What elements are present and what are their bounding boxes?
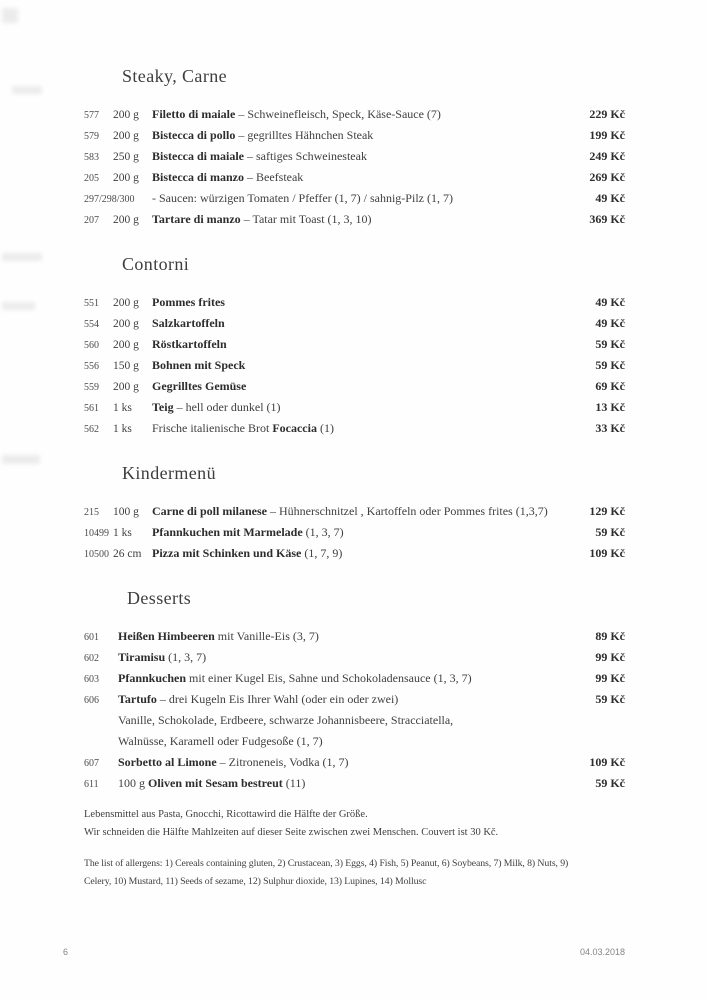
allergen-line: Celery, 10) Mustard, 11) Seeds of sezame, 12) Sulphur dioxide, 13) Lupines, 14) Mollusc: [84, 876, 427, 887]
item-price: 59 Kč: [595, 337, 625, 351]
menu-section: [84, 586, 625, 794]
item-number: 297/298/300: [84, 194, 135, 205]
item-description: – Schweinefleisch, Speck, Käse-Sauce (7): [235, 107, 441, 121]
item-weight: 200 g: [113, 130, 139, 142]
item-description: – hell oder dunkel (1): [173, 400, 281, 414]
item-description: – saftiges Schweinesteak: [243, 149, 367, 163]
item-name: Bistecca di maiale: [152, 149, 244, 163]
section-rows: [84, 626, 625, 794]
menu-row: [84, 188, 625, 209]
item-text: [152, 104, 581, 125]
menu-row: [84, 397, 625, 418]
item-number: 603: [84, 674, 99, 685]
item-text: [152, 292, 587, 313]
item-description: – drei Kugeln Eis Ihrer Wahl (oder ein oder zwei): [156, 692, 399, 706]
item-number: 560: [84, 340, 99, 351]
item-name: Pizza mit Schinken und Käse: [152, 546, 302, 560]
menu-row: [84, 209, 625, 230]
note-line: Lebensmittel aus Pasta, Gnocchi, Ricottawird die Hälfte der Größe.: [84, 809, 368, 820]
menu-row: [84, 522, 625, 543]
item-name: Gegrilltes Gemüse: [152, 379, 247, 393]
item-text: [118, 773, 587, 794]
item-name: Teig: [152, 400, 174, 414]
item-weight: 200 g: [113, 339, 139, 351]
allergen-line: The list of allergens: 1) Cereals containing gluten, 2) Crustacean, 3) Eggs, 4) Fish, 5) Peanut, 6) Soybeans, 7) Milk, 8) Nuts, 9): [84, 858, 569, 869]
item-weight: 1 ks: [113, 527, 132, 539]
item-description: (11): [282, 776, 306, 790]
item-weight: 100 g: [113, 506, 139, 518]
item-text: [152, 146, 581, 167]
item-name: Sorbetto al Limone: [118, 755, 217, 769]
item-name: Tiramisu: [118, 650, 166, 664]
item-name: Bistecca di manzo: [152, 170, 244, 184]
item-name: Filetto di maiale: [152, 107, 236, 121]
menu-section: [84, 461, 625, 564]
item-pretext: 100 g: [118, 776, 148, 790]
item-number: 10500: [84, 549, 109, 560]
item-price: 129 Kč: [589, 504, 625, 518]
item-name: Tartufo: [118, 692, 157, 706]
item-number: 554: [84, 319, 99, 330]
menu-section: [84, 252, 625, 439]
item-name: Tartare di manzo: [152, 212, 241, 226]
menu-row: [84, 689, 625, 710]
item-text: [152, 313, 587, 334]
item-name: Oliven mit Sesam bestreut: [148, 776, 283, 790]
menu-row: [84, 418, 625, 439]
page-date: 04.03.2018: [579, 947, 625, 957]
item-price: 369 Kč: [589, 212, 625, 226]
item-number: 607: [84, 758, 99, 769]
item-name: Salzkartoffeln: [152, 316, 225, 330]
item-description: mit Vanille-Eis (3, 7): [214, 629, 319, 643]
section-title: Desserts: [127, 588, 192, 608]
menu-row: [84, 773, 625, 794]
item-name: Bohnen mit Speck: [152, 358, 246, 372]
menu-row: [84, 146, 625, 167]
menu-row-continuation: [84, 710, 625, 731]
item-text: [118, 668, 587, 689]
item-name: Pfannkuchen mit Marmelade: [152, 525, 303, 539]
item-price: 249 Kč: [589, 149, 625, 163]
item-price: 229 Kč: [589, 107, 625, 121]
item-number: 579: [84, 131, 99, 142]
section-title: Steaky, Carne: [122, 66, 227, 86]
item-text: [152, 543, 581, 564]
allergen-list: [84, 855, 625, 891]
item-price: 109 Kč: [589, 546, 625, 560]
item-weight: 1 ks: [113, 402, 132, 414]
item-description: – gegrilltes Hähnchen Steak: [235, 128, 374, 142]
item-number: 215: [84, 507, 99, 518]
item-number: 559: [84, 382, 99, 393]
menu-row: [84, 752, 625, 773]
item-price: 109 Kč: [589, 755, 625, 769]
item-weight: 150 g: [113, 360, 139, 372]
item-text: [152, 188, 587, 209]
item-description: mit einer Kugel Eis, Sahne und Schokoladensauce (1, 3, 7): [186, 671, 472, 685]
menu-section: [84, 64, 625, 230]
menu-row: [84, 167, 625, 188]
item-price: 59 Kč: [595, 776, 625, 790]
item-name: Röstkartoffeln: [152, 337, 227, 351]
item-text: [118, 689, 587, 710]
item-weight: 200 g: [113, 172, 139, 184]
menu-row: [84, 501, 625, 522]
menu-row: [84, 104, 625, 125]
item-price: 33 Kč: [595, 421, 625, 435]
item-price: 89 Kč: [595, 629, 625, 643]
item-number: 606: [84, 695, 99, 706]
page-footer: [63, 947, 625, 957]
item-name: Pommes frites: [152, 295, 225, 309]
item-weight: 26 cm: [113, 548, 142, 560]
page-number: 6: [63, 947, 69, 957]
menu-row: [84, 313, 625, 334]
item-text: [118, 647, 587, 668]
section-rows: [84, 501, 625, 564]
item-name: Pfannkuchen: [118, 671, 187, 685]
section-rows: [84, 292, 625, 439]
item-number: 551: [84, 298, 99, 309]
item-weight: 1 ks: [113, 423, 132, 435]
item-price: 49 Kč: [595, 316, 625, 330]
item-text: [152, 209, 581, 230]
item-description: – Hühnerschnitzel , Kartoffeln oder Pommes frites (1,3,7): [267, 504, 548, 518]
item-number: 577: [84, 110, 99, 121]
item-weight: 200 g: [113, 214, 139, 226]
menu-content: [84, 64, 625, 891]
item-price: 49 Kč: [595, 295, 625, 309]
item-text: [152, 376, 587, 397]
menu-row: [84, 543, 625, 564]
item-text: [152, 418, 587, 439]
item-price: 59 Kč: [595, 525, 625, 539]
scan-artifact: [2, 302, 35, 310]
item-description: (1, 3, 7): [165, 650, 207, 664]
item-text: [152, 355, 587, 376]
item-description: (1, 7, 9): [301, 546, 343, 560]
item-name: Focaccia: [272, 421, 317, 435]
item-price: 269 Kč: [589, 170, 625, 184]
menu-row-continuation: [84, 731, 625, 752]
item-text: [118, 752, 581, 773]
menu-row: [84, 647, 625, 668]
item-text: [152, 167, 581, 188]
item-text: [152, 125, 581, 146]
menu-row: [84, 292, 625, 313]
menu-sections: [84, 64, 625, 794]
menu-row: [84, 125, 625, 146]
item-name: Heißen Himbeeren: [118, 629, 215, 643]
item-description-continued: Vanille, Schokolade, Erdbeere, schwarze Johannisbeere, Stracciatella,: [118, 713, 454, 727]
item-number: 611: [84, 779, 99, 790]
item-text: [152, 397, 587, 418]
item-price: 99 Kč: [595, 650, 625, 664]
item-price: 59 Kč: [595, 358, 625, 372]
item-price: 59 Kč: [595, 692, 625, 706]
item-number: 205: [84, 173, 99, 184]
item-weight: 250 g: [113, 151, 139, 163]
item-price: 99 Kč: [595, 671, 625, 685]
item-text: [152, 334, 587, 355]
item-price: 49 Kč: [595, 191, 625, 205]
item-weight: 200 g: [113, 109, 139, 121]
menu-row: [84, 626, 625, 647]
scan-artifact: [2, 8, 18, 23]
scan-artifact: [2, 253, 42, 261]
item-number: 556: [84, 361, 99, 372]
item-name: Carne di poll milanese: [152, 504, 268, 518]
notes-block: [84, 806, 625, 842]
item-pretext: Frische italienische Brot: [152, 421, 273, 435]
item-description: – Zitroneneis, Vodka (1, 7): [216, 755, 349, 769]
item-name: Bistecca di pollo: [152, 128, 236, 142]
item-pretext: - Saucen: würzigen Tomaten / Pfeffer (1, 7) / sahnig-Pilz (1, 7): [152, 191, 453, 205]
item-weight: 200 g: [113, 318, 139, 330]
item-text: [152, 522, 587, 543]
scan-artifact: [2, 455, 40, 464]
menu-row: [84, 355, 625, 376]
item-text: [152, 501, 581, 522]
item-price: 69 Kč: [595, 379, 625, 393]
item-description: (1, 3, 7): [302, 525, 344, 539]
item-description: (1): [316, 421, 334, 435]
item-description: – Tatar mit Toast (1, 3, 10): [240, 212, 372, 226]
menu-row: [84, 334, 625, 355]
item-number: 561: [84, 403, 99, 414]
item-price: 199 Kč: [589, 128, 625, 142]
item-number: 10499: [84, 528, 109, 539]
item-description: – Beefsteak: [244, 170, 304, 184]
item-number: 583: [84, 152, 99, 163]
item-number: 562: [84, 424, 99, 435]
item-price: 13 Kč: [595, 400, 625, 414]
item-weight: 200 g: [113, 381, 139, 393]
item-number: 602: [84, 653, 99, 664]
section-title: Contorni: [122, 254, 190, 274]
menu-row: [84, 668, 625, 689]
section-title: Kindermenü: [122, 463, 216, 483]
item-text: [118, 626, 587, 647]
scan-artifact: [12, 86, 42, 94]
item-description-continued: Walnüsse, Karamell oder Fudgesoße (1, 7): [118, 734, 323, 748]
menu-row: [84, 376, 625, 397]
item-number: 601: [84, 632, 99, 643]
note-line: Wir schneiden die Hälfte Mahlzeiten auf dieser Seite zwischen zwei Menschen. Couvert ist 30 Kč.: [84, 827, 499, 838]
section-rows: [84, 104, 625, 230]
item-weight: 200 g: [113, 297, 139, 309]
item-number: 207: [84, 215, 99, 226]
